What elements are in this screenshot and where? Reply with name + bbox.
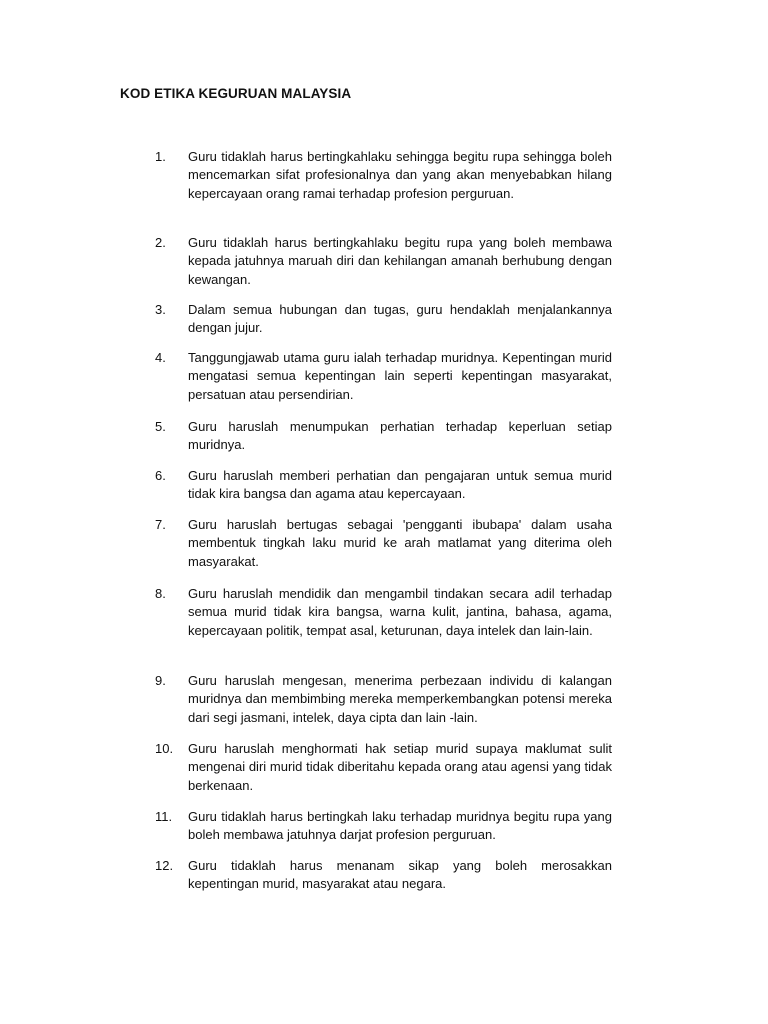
- item-text: Guru tidaklah harus menanam sikap yang boleh merosakkan kepentingan murid, masyarakat atau negara.: [188, 858, 612, 892]
- item-text: Dalam semua hubungan dan tugas, guru hendaklah menjalankannya dengan jujur.: [188, 302, 612, 336]
- item-number: 6.: [155, 468, 166, 483]
- item-number: 10.: [155, 741, 174, 756]
- item-number: 5.: [155, 419, 166, 434]
- item-number: 9.: [155, 673, 166, 688]
- item-text: Guru tidaklah harus bertingkah laku terhadap muridnya begitu rupa yang boleh membawa jatuhnya darjat profesion perguruan.: [188, 809, 612, 843]
- item-number: 4.: [155, 350, 166, 365]
- item-number: 2.: [155, 235, 166, 250]
- document-title: KOD ETIKA KEGURUAN MALAYSIA: [120, 86, 352, 101]
- item-text: Guru haruslah mendidik dan mengambil tindakan secara adil terhadap semua murid tidak kira bangsa, warna kulit, jantina, bahasa, agama, kepercayaan politik, tempat asal, keturunan, daya intelek dan lain-lain.: [188, 586, 612, 638]
- item-text: Guru haruslah bertugas sebagai 'pengganti ibubapa' dalam usaha membentuk tingkah laku murid ke arah matlamat yang diterima oleh masyarakat.: [188, 517, 612, 569]
- item-number: 1.: [155, 149, 166, 164]
- item-number: 3.: [155, 302, 166, 317]
- item-text: Guru haruslah memberi perhatian dan pengajaran untuk semua murid tidak kira bangsa dan agama atau kepercayaan.: [188, 468, 612, 502]
- item-text: Guru tidaklah harus bertingkahlaku sehingga begitu rupa sehingga boleh mencemarkan sifat profesionalnya dan yang akan menyebabkan hilang kepercayaan orang ramai terhadap profesion perguruan.: [188, 149, 612, 201]
- item-text: Guru haruslah menumpukan perhatian terhadap keperluan setiap muridnya.: [188, 419, 612, 453]
- item-text: Guru tidaklah harus bertingkahlaku begitu rupa yang boleh membawa kepada jatuhnya maruah diri dan kehilangan amanah berhubung dengan kewangan.: [188, 235, 612, 287]
- item-number: 12.: [155, 858, 174, 873]
- item-number: 7.: [155, 517, 166, 532]
- item-number: 8.: [155, 586, 166, 601]
- item-text: Guru haruslah mengesan, menerima perbezaan individu di kalangan muridnya dan membimbing mereka memperkembangkan potensi mereka dari segi jasmani, intelek, daya cipta dan lain -lain.: [188, 673, 612, 725]
- item-number: 11.: [155, 809, 173, 824]
- item-text: Guru haruslah menghormati hak setiap murid supaya maklumat sulit mengenai diri murid tidak diberitahu kepada orang atau agensi yang tidak berkenaan.: [188, 741, 612, 793]
- item-text: Tanggungjawab utama guru ialah terhadap muridnya. Kepentingan murid mengatasi semua kepentingan lain seperti kepentingan masyarakat, persatuan atau persendirian.: [188, 350, 612, 402]
